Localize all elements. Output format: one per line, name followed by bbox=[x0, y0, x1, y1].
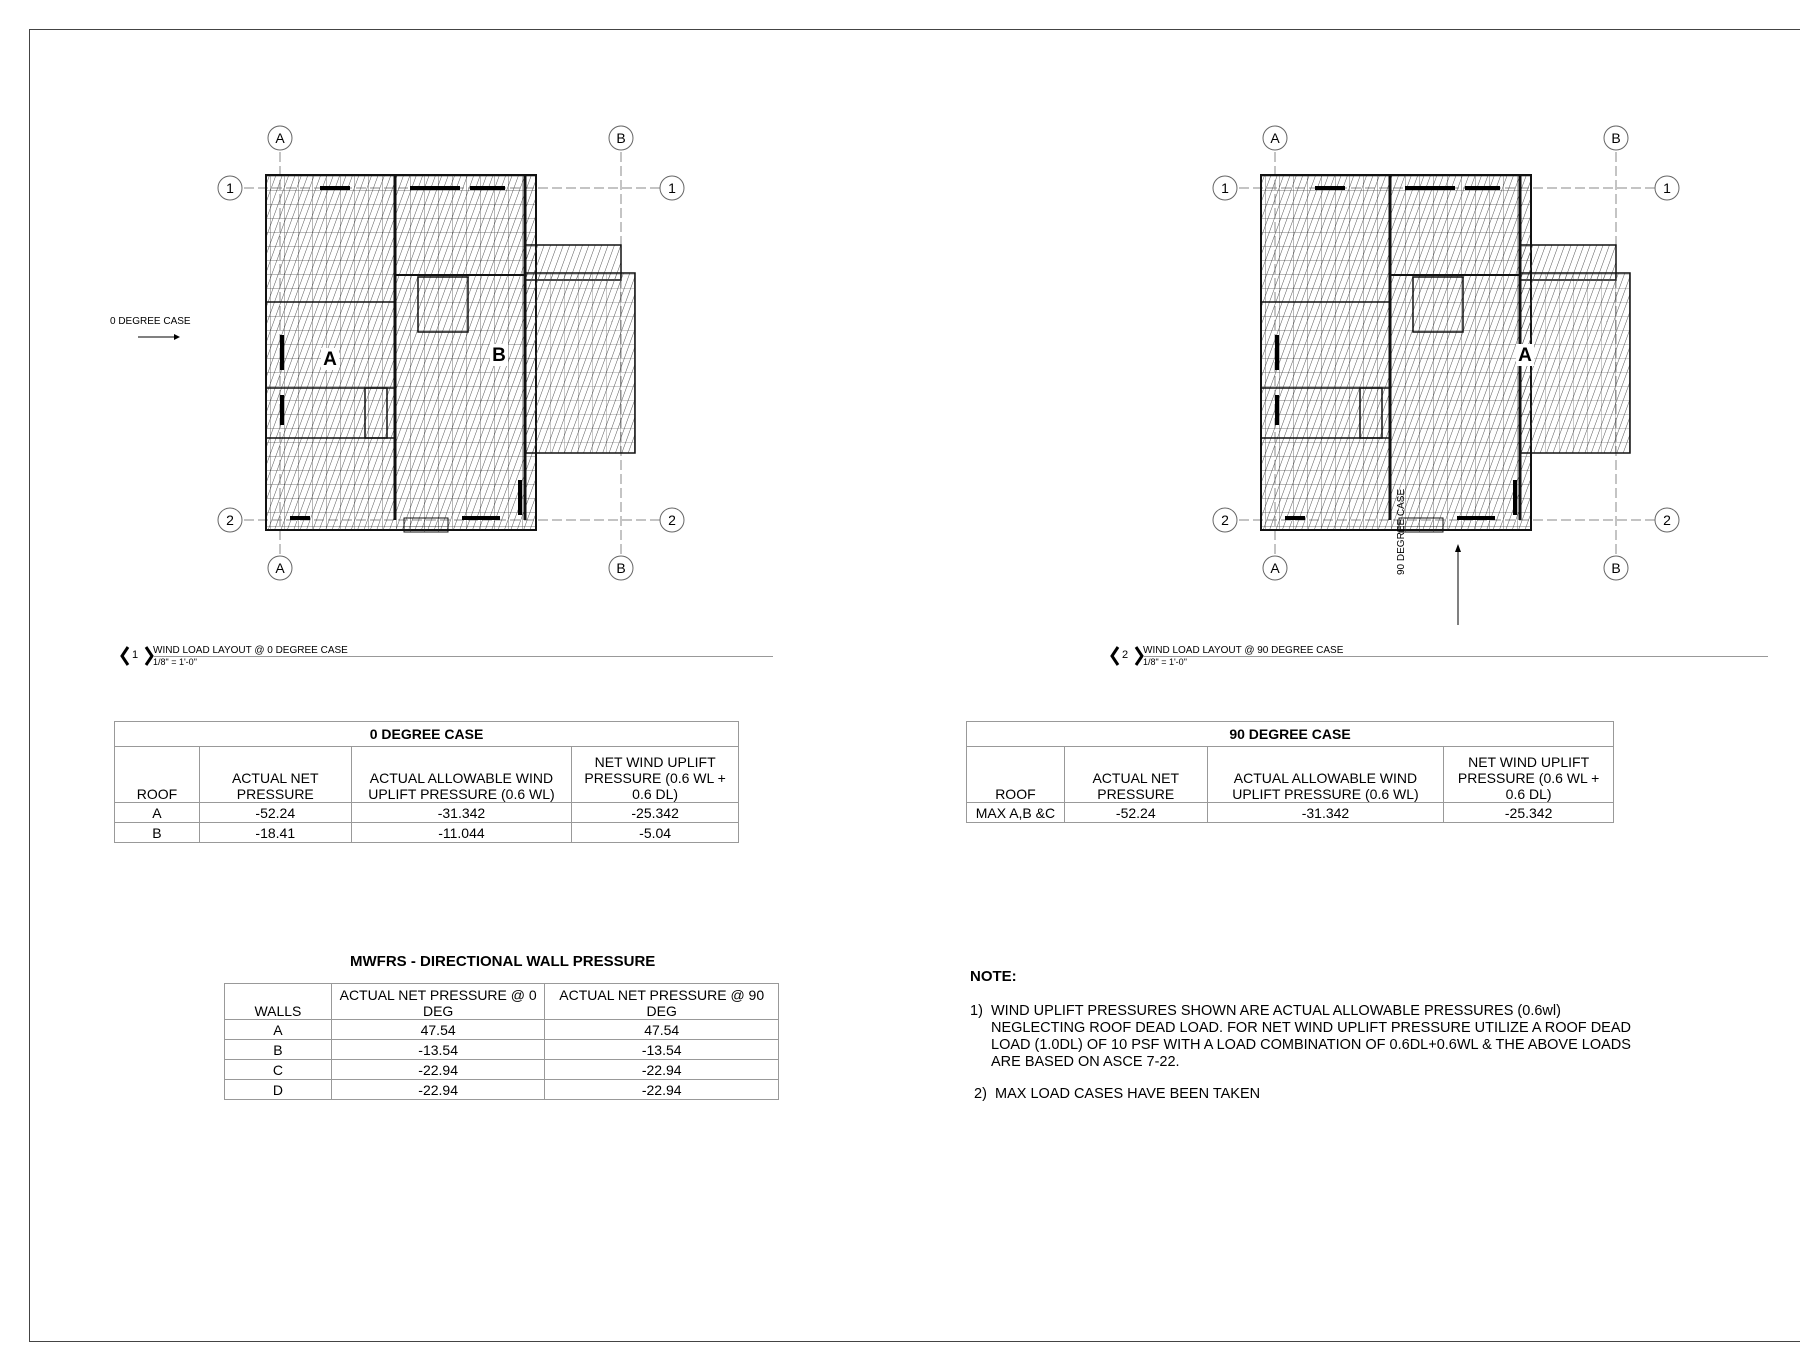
column-header: ACTUAL NET PRESSURE bbox=[199, 747, 351, 803]
view-title-1: WIND LOAD LAYOUT @ 0 DEGREE CASE bbox=[153, 645, 348, 656]
svg-text:1: 1 bbox=[226, 180, 234, 196]
wind-load-plan-90-degree bbox=[1195, 120, 1695, 590]
column-header: WALLS bbox=[225, 984, 332, 1020]
svg-text:B: B bbox=[1611, 560, 1621, 576]
grid-bubble-col-a-bottom bbox=[1263, 556, 1287, 580]
column-header: ACTUAL NET PRESSURE @ 0 DEG bbox=[331, 984, 545, 1020]
grid-bubble-row-1-left bbox=[1213, 176, 1237, 200]
view-scale-1: 1/8" = 1'-0" bbox=[153, 657, 197, 667]
svg-text:B: B bbox=[616, 560, 626, 576]
table-cell: -22.94 bbox=[545, 1060, 779, 1080]
table-cell: -22.94 bbox=[545, 1080, 779, 1100]
grid-bubble-row-2-left bbox=[218, 508, 242, 532]
table-caption: 90 DEGREE CASE bbox=[967, 722, 1614, 747]
grid-bubble-col-a-top bbox=[1263, 126, 1287, 150]
svg-text:1: 1 bbox=[1663, 180, 1671, 196]
svg-text:B: B bbox=[616, 130, 626, 146]
table-cell: -18.41 bbox=[199, 823, 351, 843]
view-title-2: WIND LOAD LAYOUT @ 90 DEGREE CASE bbox=[1143, 645, 1344, 656]
wind-direction-label-0: 0 DEGREE CASE bbox=[110, 316, 191, 327]
table-cell: D bbox=[225, 1080, 332, 1100]
zone-label-b: B bbox=[492, 345, 506, 366]
wind-direction-label-90: 90 DEGREE CASE bbox=[1396, 488, 1407, 575]
table-0-degree-case bbox=[114, 721, 739, 843]
wall-pressure-title: MWFRS - DIRECTIONAL WALL PRESSURE bbox=[350, 953, 656, 970]
column-header: ROOF bbox=[967, 747, 1065, 803]
table-cell: -31.342 bbox=[1207, 803, 1444, 823]
table-cell: A bbox=[225, 1020, 332, 1040]
grid-bubble-row-1-right bbox=[660, 176, 684, 200]
svg-text:1: 1 bbox=[1221, 180, 1229, 196]
wind-direction-arrow-0 bbox=[138, 332, 180, 342]
grid-bubble-row-2-right bbox=[1655, 508, 1679, 532]
note-item-1 bbox=[970, 1003, 1650, 1073]
table-90-degree-case bbox=[966, 721, 1614, 823]
table-cell: -11.044 bbox=[351, 823, 572, 843]
table-cell: 47.54 bbox=[545, 1020, 779, 1040]
notes-heading: NOTE: bbox=[970, 968, 1017, 985]
grid-bubble-row-1-left bbox=[218, 176, 242, 200]
zone-label-a: A bbox=[1518, 345, 1532, 366]
svg-text:2: 2 bbox=[668, 512, 676, 528]
view-title-underline-1 bbox=[153, 656, 773, 657]
view-number-2: 2 bbox=[1122, 649, 1129, 661]
table-row bbox=[115, 823, 739, 843]
grid-bubble-col-b-top bbox=[1604, 126, 1628, 150]
table-row bbox=[225, 1040, 779, 1060]
table-caption: 0 DEGREE CASE bbox=[115, 722, 739, 747]
svg-text:2: 2 bbox=[226, 512, 234, 528]
svg-text:A: A bbox=[275, 130, 285, 146]
table-cell: -13.54 bbox=[545, 1040, 779, 1060]
table-cell: -52.24 bbox=[1064, 803, 1207, 823]
table-cell: -5.04 bbox=[572, 823, 739, 843]
grid-bubble-row-2-left bbox=[1213, 508, 1237, 532]
note-number: 1) bbox=[970, 1003, 983, 1019]
grid-bubble-col-a-bottom bbox=[268, 556, 292, 580]
wind-load-plan-0-degree bbox=[200, 120, 700, 590]
table-cell: -31.342 bbox=[351, 803, 572, 823]
table-wall-pressure bbox=[224, 983, 779, 1100]
grid-bubble-row-1-right bbox=[1655, 176, 1679, 200]
table-cell: -22.94 bbox=[331, 1080, 545, 1100]
note-text: WIND UPLIFT PRESSURES SHOWN ARE ACTUAL ALLOWABLE PRESSURES (0.6wl) NEGLECTING ROOF DEAD LOAD. FOR NET WIND UPLIFT PRESSURE UTILIZE A ROOF DEAD LOAD (1.0DL) OF 10 PSF WITH A LOAD COMBINATION OF 0.6DL+0.6WL & THE ABOVE LOADS ARE BASED ON ASCE 7-22. bbox=[991, 1003, 1631, 1070]
svg-text:A: A bbox=[275, 560, 285, 576]
table-cell: 47.54 bbox=[331, 1020, 545, 1040]
table-cell: -25.342 bbox=[572, 803, 739, 823]
column-header: NET WIND UPLIFT PRESSURE (0.6 WL + 0.6 DL) bbox=[572, 747, 739, 803]
table-row bbox=[115, 803, 739, 823]
table-cell: -52.24 bbox=[199, 803, 351, 823]
column-header: ACTUAL NET PRESSURE bbox=[1064, 747, 1207, 803]
table-row bbox=[225, 1060, 779, 1080]
table-cell: -13.54 bbox=[331, 1040, 545, 1060]
column-header: ACTUAL NET PRESSURE @ 90 DEG bbox=[545, 984, 779, 1020]
view-title-underline-2 bbox=[1143, 656, 1768, 657]
svg-text:1: 1 bbox=[668, 180, 676, 196]
table-cell: B bbox=[115, 823, 200, 843]
column-header: ACTUAL ALLOWABLE WIND UPLIFT PRESSURE (0.6 WL) bbox=[1207, 747, 1444, 803]
table-cell: -22.94 bbox=[331, 1060, 545, 1080]
svg-text:A: A bbox=[1270, 130, 1280, 146]
svg-text:B: B bbox=[1611, 130, 1621, 146]
table-cell: C bbox=[225, 1060, 332, 1080]
column-header: ACTUAL ALLOWABLE WIND UPLIFT PRESSURE (0.6 WL) bbox=[351, 747, 572, 803]
column-header: ROOF bbox=[115, 747, 200, 803]
grid-bubble-row-2-right bbox=[660, 508, 684, 532]
table-cell: B bbox=[225, 1040, 332, 1060]
zone-label-a: A bbox=[323, 349, 337, 370]
svg-text:2: 2 bbox=[1663, 512, 1671, 528]
table-cell: -25.342 bbox=[1444, 803, 1614, 823]
svg-text:2: 2 bbox=[1221, 512, 1229, 528]
table-cell: A bbox=[115, 803, 200, 823]
column-header: NET WIND UPLIFT PRESSURE (0.6 WL + 0.6 DL) bbox=[1444, 747, 1614, 803]
grid-bubble-col-a-top bbox=[268, 126, 292, 150]
note-number: 2) bbox=[974, 1086, 987, 1102]
table-row bbox=[967, 803, 1614, 823]
grid-bubble-col-b-top bbox=[609, 126, 633, 150]
table-cell: MAX A,B &C bbox=[967, 803, 1065, 823]
svg-text:A: A bbox=[1270, 560, 1280, 576]
grid-bubble-col-b-bottom bbox=[609, 556, 633, 580]
view-number-1: 1 bbox=[132, 649, 139, 661]
table-row bbox=[225, 1080, 779, 1100]
note-text: MAX LOAD CASES HAVE BEEN TAKEN bbox=[995, 1086, 1261, 1102]
view-scale-2: 1/8" = 1'-0" bbox=[1143, 657, 1187, 667]
grid-bubble-col-b-bottom bbox=[1604, 556, 1628, 580]
note-item-2 bbox=[974, 1086, 1654, 1106]
roof-framing bbox=[1261, 175, 1630, 532]
table-row bbox=[225, 1020, 779, 1040]
